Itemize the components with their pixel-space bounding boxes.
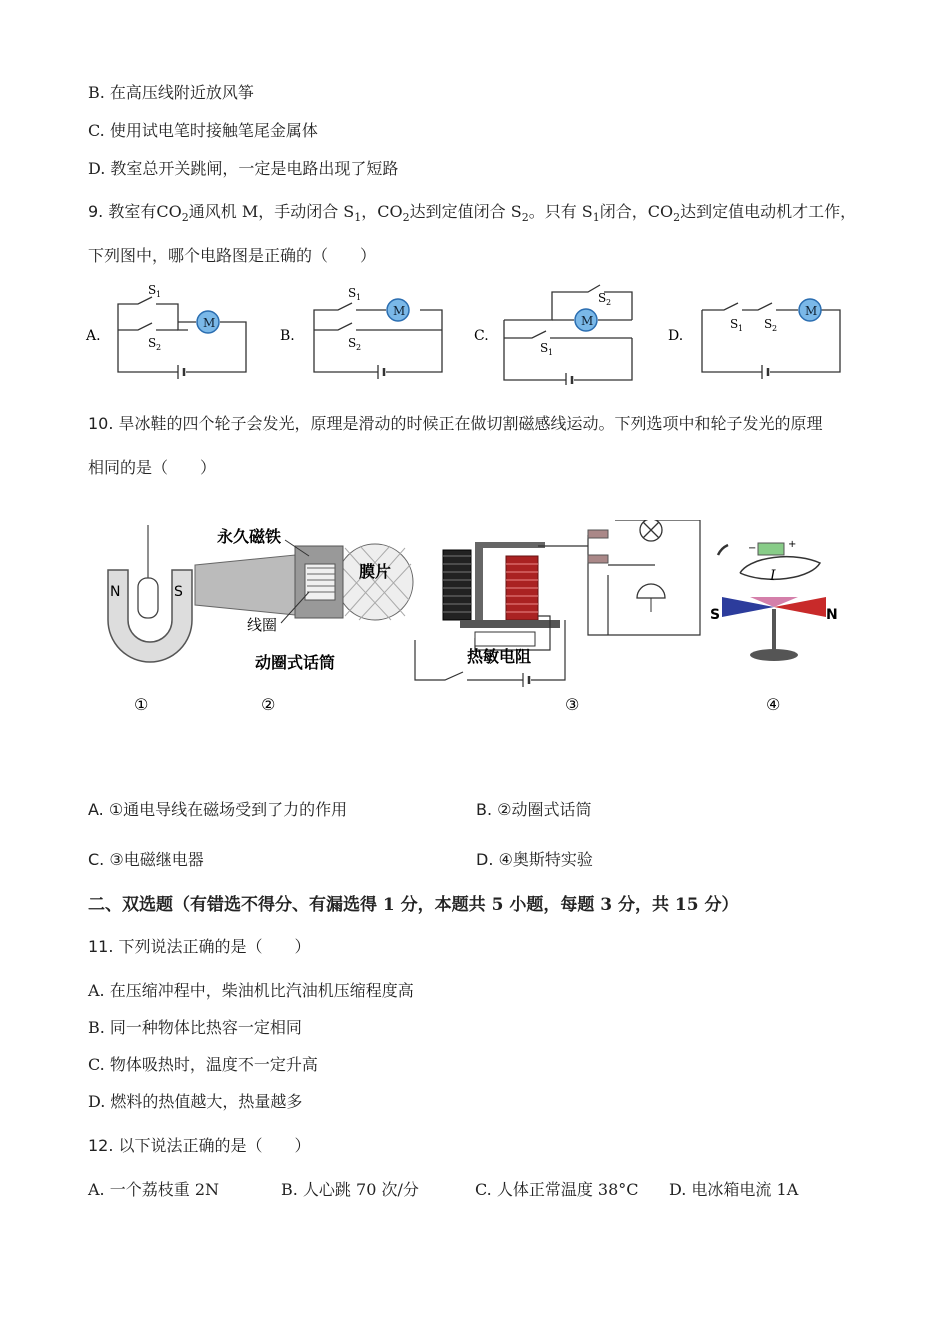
circuit-b [276, 280, 456, 385]
circuit-a [80, 280, 260, 385]
section2-title: 二、双选题（有错选不得分、有漏选得 1 分，本题共 5 小题，每题 3 分，共 15 分） [88, 895, 739, 915]
svg-text:膜片: 膜片 [359, 562, 392, 581]
svg-text:S: S [540, 341, 549, 355]
svg-text:S: S [598, 291, 607, 305]
svg-text:S: S [710, 607, 721, 623]
q12-option-d: D. 电冰箱电流 1A [669, 1180, 799, 1199]
q12-option-a: A. 一个荔枝重 2N [88, 1180, 219, 1199]
svg-text:1: 1 [356, 293, 362, 302]
svg-text:1: 1 [738, 324, 744, 333]
q11-option-c: C. 物体吸热时，温度不一定升高 [88, 1055, 318, 1074]
svg-text:①: ① [134, 695, 149, 714]
svg-text:2: 2 [772, 324, 778, 333]
q10-stem-line2: 相同的是（ ） [88, 458, 217, 477]
svg-text:B.: B. [280, 328, 295, 344]
q10-stem-line1: 10. 旱冰鞋的四个轮子会发光，原理是滑动的时候正在做切割磁感线运动。下列选项中和轮子发光的原理 [88, 414, 823, 433]
svg-text:S: S [764, 317, 773, 331]
svg-text:2: 2 [606, 298, 612, 307]
svg-text:I: I [770, 568, 776, 584]
svg-text:S: S [348, 336, 357, 350]
svg-text:1: 1 [156, 290, 162, 299]
svg-text:②: ② [261, 695, 276, 714]
svg-text:1: 1 [548, 348, 554, 357]
svg-text:S: S [730, 317, 739, 331]
svg-text:N: N [110, 584, 121, 600]
svg-text:动圈式话筒: 动圈式话筒 [255, 653, 336, 672]
svg-text:M: M [393, 304, 406, 318]
svg-text:③: ③ [565, 695, 580, 714]
q11-option-d: D. 燃料的热值越大，热量越多 [88, 1092, 303, 1111]
q10-option-b: B. ②动圈式话筒 [476, 800, 592, 819]
fig4-oersted [710, 525, 850, 720]
svg-text:线圈: 线圈 [247, 616, 278, 634]
q9-stem-line1: 9. 教室有$CO_2$通风机 M，手动闭合 $S_1$，$CO_2$达到定值闭合 $S_2$。只有 $S_1$闭合，$CO_2$达到定值电动机才工作， [88, 202, 857, 225]
q11-option-b: B. 同一种物体比热容一定相同 [88, 1018, 302, 1037]
q11-stem: 11. 下列说法正确的是（ ） [88, 937, 311, 956]
q8-option-d: D. 教室总开关跳闸，一定是电路出现了短路 [88, 159, 399, 178]
circuit-d [664, 280, 850, 385]
svg-text:+: + [788, 539, 797, 550]
fig3-relay [405, 520, 710, 720]
svg-text:D.: D. [668, 328, 684, 344]
svg-text:S: S [348, 286, 357, 300]
q12-stem: 12. 以下说法正确的是（ ） [88, 1136, 311, 1155]
q9-stem-line2: 下列图中，哪个电路图是正确的（ ） [88, 246, 377, 265]
svg-text:S: S [174, 584, 183, 600]
q10-option-c: C. ③电磁继电器 [88, 850, 204, 869]
svg-text:S: S [148, 283, 157, 297]
svg-text:2: 2 [156, 343, 162, 352]
svg-text:C.: C. [474, 328, 489, 344]
svg-text:热敏电阻: 热敏电阻 [467, 647, 532, 666]
q10-option-a: A. ①通电导线在磁场受到了力的作用 [88, 800, 348, 819]
svg-text:S: S [148, 336, 157, 350]
q10-option-d: D. ④奥斯特实验 [476, 850, 593, 869]
svg-text:永久磁铁: 永久磁铁 [217, 527, 282, 546]
svg-text:A.: A. [86, 328, 101, 344]
svg-text:M: M [805, 304, 818, 318]
svg-text:N: N [826, 607, 838, 623]
q8-option-b: B. 在高压线附近放风筝 [88, 83, 254, 102]
svg-text:M: M [581, 314, 594, 328]
svg-text:−: − [748, 543, 757, 554]
circuit-c [470, 280, 650, 385]
svg-text:2: 2 [356, 343, 362, 352]
fig2-microphone [185, 520, 425, 720]
q12-option-c: C. 人体正常温度 38°C [475, 1180, 639, 1199]
q12-option-b: B. 人心跳 70 次/分 [281, 1180, 419, 1199]
svg-text:M: M [203, 316, 216, 330]
q8-option-c: C. 使用试电笔时接触笔尾金属体 [88, 121, 318, 140]
svg-text:④: ④ [766, 695, 781, 714]
q11-option-a: A. 在压缩冲程中，柴油机比汽油机压缩程度高 [88, 981, 414, 1000]
